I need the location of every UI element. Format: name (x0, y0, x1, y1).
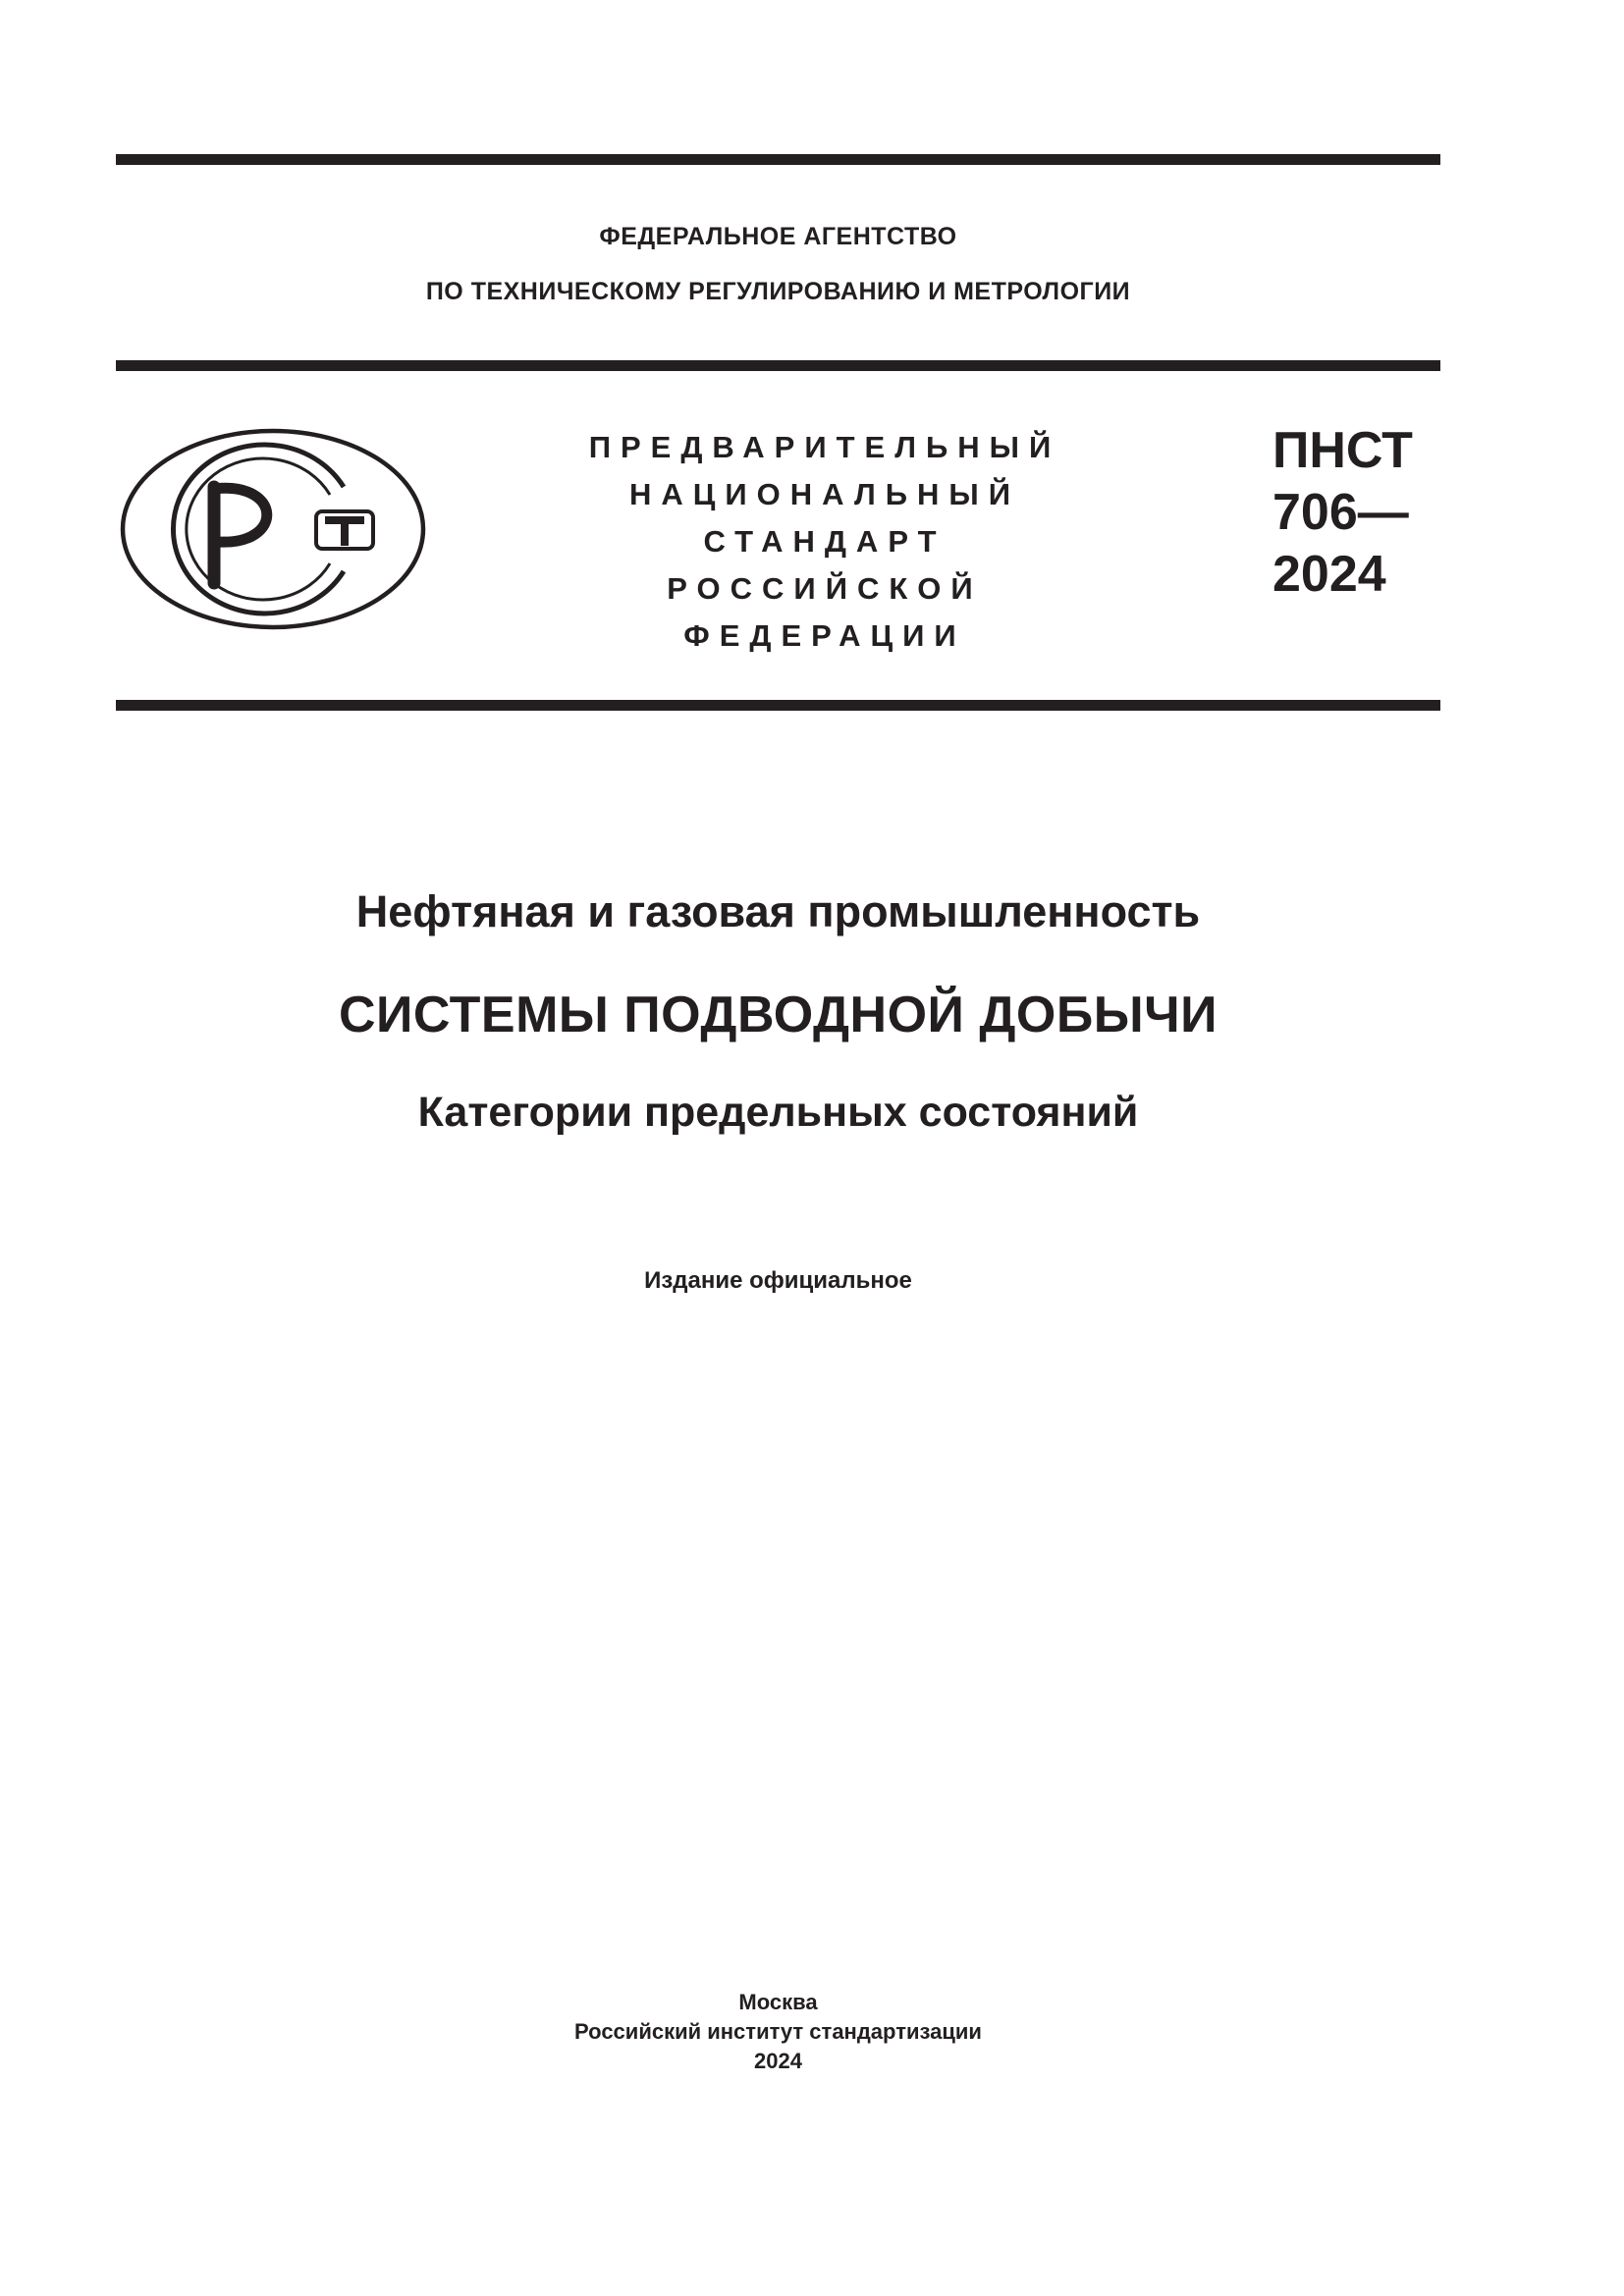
edition-note: Издание официальное (644, 1267, 912, 1294)
agency-name-line-2: ПО ТЕХНИЧЕСКОМУ РЕГУЛИРОВАНИЮ И МЕТРОЛОГИИ (425, 278, 1131, 305)
imprint (116, 1988, 1440, 2076)
middle-rule (116, 360, 1440, 371)
document-title: СИСТЕМЫ ПОДВОДНОЙ ДОБЫЧИ (338, 987, 1218, 1043)
standard-type-line: ПРЕДВАРИТЕЛЬНЫЙ (588, 430, 1061, 464)
standard-type-line: ФЕДЕРАЦИИ (683, 618, 966, 653)
standard-number-code: 706— (1272, 484, 1409, 541)
standard-type-block (511, 424, 1139, 660)
standard-number (1272, 420, 1413, 606)
document-subject: Нефтяная и газовая промышленность (355, 886, 1201, 936)
agency-name-line-1: ФЕДЕРАЛЬНОЕ АГЕНТСТВО (599, 223, 957, 250)
imprint-publisher: Российский институт стандартизации (574, 2019, 982, 2044)
imprint-city: Москва (738, 1990, 818, 2014)
standard-type-line: НАЦИОНАЛЬНЫЙ (628, 477, 1021, 511)
imprint-year: 2024 (754, 2049, 802, 2073)
standard-type-line: РОССИЙСКОЙ (667, 571, 983, 606)
bottom-rule (116, 700, 1440, 711)
document-subtitle: Категории предельных состояний (417, 1089, 1139, 1136)
standard-number-prefix: ПНСТ (1272, 422, 1413, 479)
top-rule (116, 154, 1440, 165)
standard-type-line: СТАНДАРТ (703, 524, 947, 559)
gost-r-logo-icon (116, 426, 430, 632)
standard-number-year: 2024 (1272, 546, 1386, 603)
